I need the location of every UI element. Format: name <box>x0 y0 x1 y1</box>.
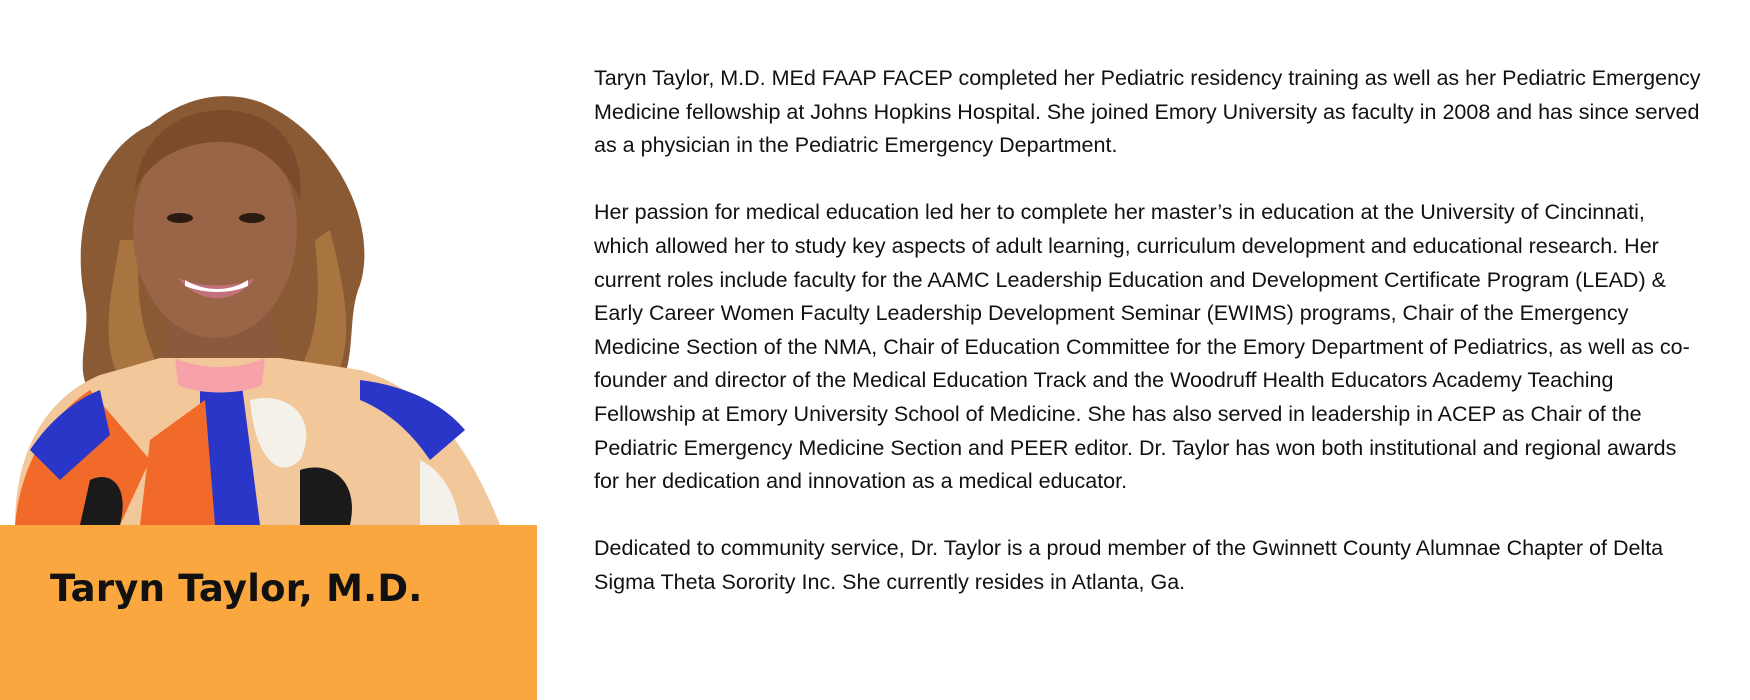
bio-paragraph-1: Taryn Taylor, M.D. MEd FAAP FACEP completed her Pediatric residency training as well as her Pediatric Emergency Medicine fellowship at Johns Hopkins Hospital. She joined Emory University as faculty in 2008 and has since served as a physician in the Pediatric Emergency Department. <box>594 66 1701 158</box>
name-card <box>0 525 537 700</box>
bio-paragraph-2: Her passion for medical education led her to complete her master’s in education at the University of Cincinnati, which allowed her to study key aspects of adult learning, curriculum development and educational research. Her current roles include faculty for the AAMC Leadership Education and Development Certificate Program (LEAD) & Early Career Women Faculty Leadership Development Seminar (EWIMS) programs, Chair of the Emergency Medicine Section of the NMA, Chair of Education Committee for the Emory Department of Pediatrics, as well as co-founder and director of the Medical Education Track and the Woodruff Health Educators Academy Teaching Fellowship at Emory University School of Medicine. She has also served in leadership in ACEP as Chair of the Pediatric Emergency Medicine Section and PEER editor. Dr. Taylor has won both institutional and regional awards for her dedication and innovation as a medical educator. <box>594 200 1690 494</box>
person-name: Taryn Taylor, M.D. <box>50 567 423 610</box>
biography <box>594 62 1704 633</box>
portrait-photo <box>0 40 540 525</box>
bio-paragraph-3: Dedicated to community service, Dr. Taylor is a proud member of the Gwinnett County Alumnae Chapter of Delta Sigma Theta Sorority Inc. She currently resides in Atlanta, Ga. <box>594 536 1664 594</box>
portrait-photo-area <box>0 0 540 525</box>
